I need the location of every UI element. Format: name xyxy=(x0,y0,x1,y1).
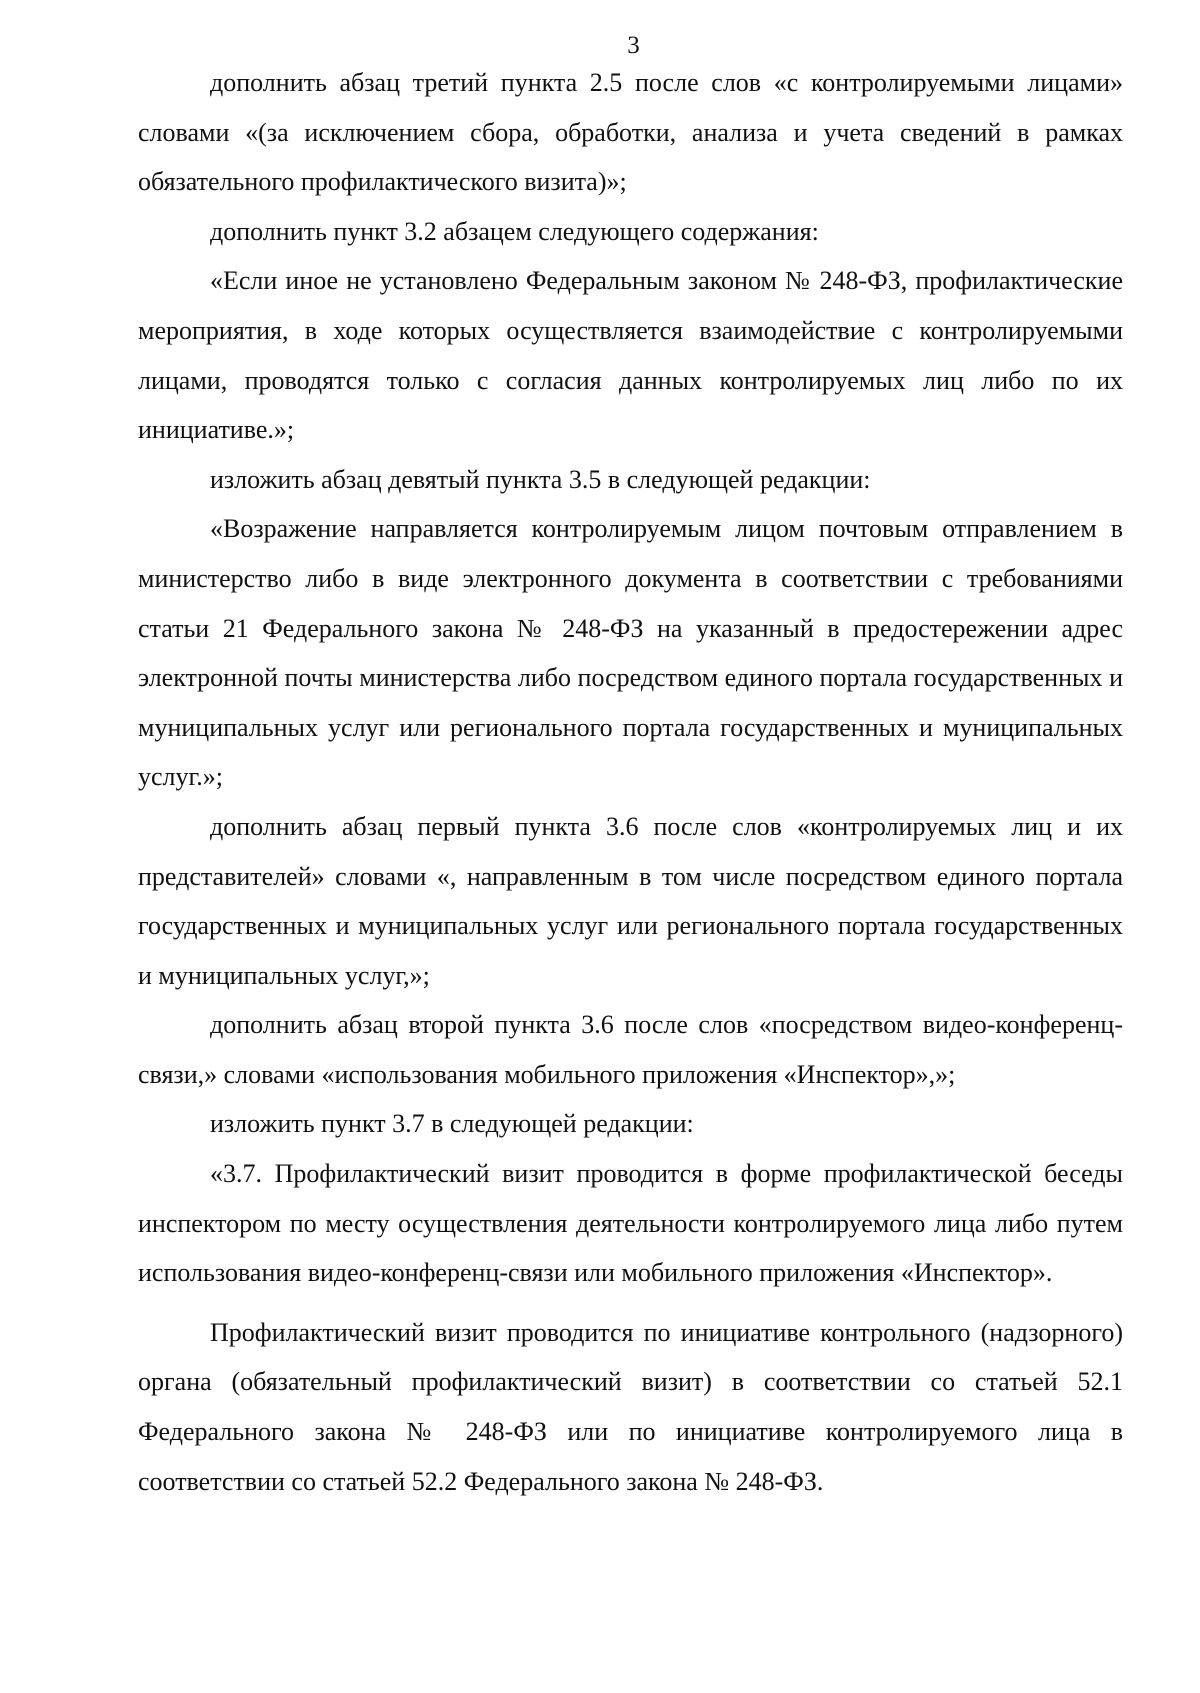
paragraph: «Если иное не установлено Федеральным законом № 248-ФЗ, профилактические мероприятия, в ходе которых осуществляется взаимодействие с контролируемыми лицами, проводятся только с согласия данных контролируемых лиц либо по их инициативе.»; xyxy=(138,266,1123,445)
paragraph: Профилактический визит проводится по инициативе контрольного (надзорного) органа (обязательный профилактический визит) в соответствии со статьей 52.1 Федерального закона № 248-ФЗ или по инициативе контролируемого лица в соответствии со статьей 52.2 Федерального закона № 248-ФЗ. xyxy=(138,1317,1123,1496)
paragraph: дополнить абзац третий пункта 2.5 после слов «с контролируемыми лицами» словами «(за исключением сбора, обработки, анализа и учета сведений в рамках обязательного профилактического визита)»; xyxy=(138,68,1123,197)
page-number: 3 xyxy=(627,32,640,59)
paragraph: «Возражение направляется контролируемым лицом почтовым отправлением в министерство либо в виде электронного документа в соответствии с требованиями статьи 21 Федерального закона № 248-ФЗ на указанный в предостережении адрес электронной почты министерства либо посредством единого портала государственных и муниципальных услуг или регионального портала государственных и муниципальных услуг.»; xyxy=(138,514,1123,792)
paragraph: дополнить пункт 3.2 абзацем следующего содержания: xyxy=(210,216,819,246)
paragraph: изложить абзац девятый пункта 3.5 в следующей редакции: xyxy=(210,464,871,494)
paragraph: изложить пункт 3.7 в следующей редакции: xyxy=(210,1109,694,1139)
paragraph: дополнить абзац первый пункта 3.6 после слов «контролируемых лиц и их представителей» словами «, направленным в том числе посредством единого портала государственных и муниципальных услуг или регионального портала государственных и муниципальных услуг,»; xyxy=(138,811,1123,990)
paragraph: дополнить абзац второй пункта 3.6 после слов «посредством видео-конференц-связи,» словами «использования мобильного приложения «Инспектор»,»; xyxy=(138,1010,1123,1089)
paragraph: «3.7. Профилактический визит проводится в форме профилактической беседы инспектором по месту осуществления деятельности контролируемого лица либо путем использования видео-конференц-связи или мобильного приложения «Инспектор». xyxy=(138,1159,1123,1288)
document-body xyxy=(138,58,1123,1506)
